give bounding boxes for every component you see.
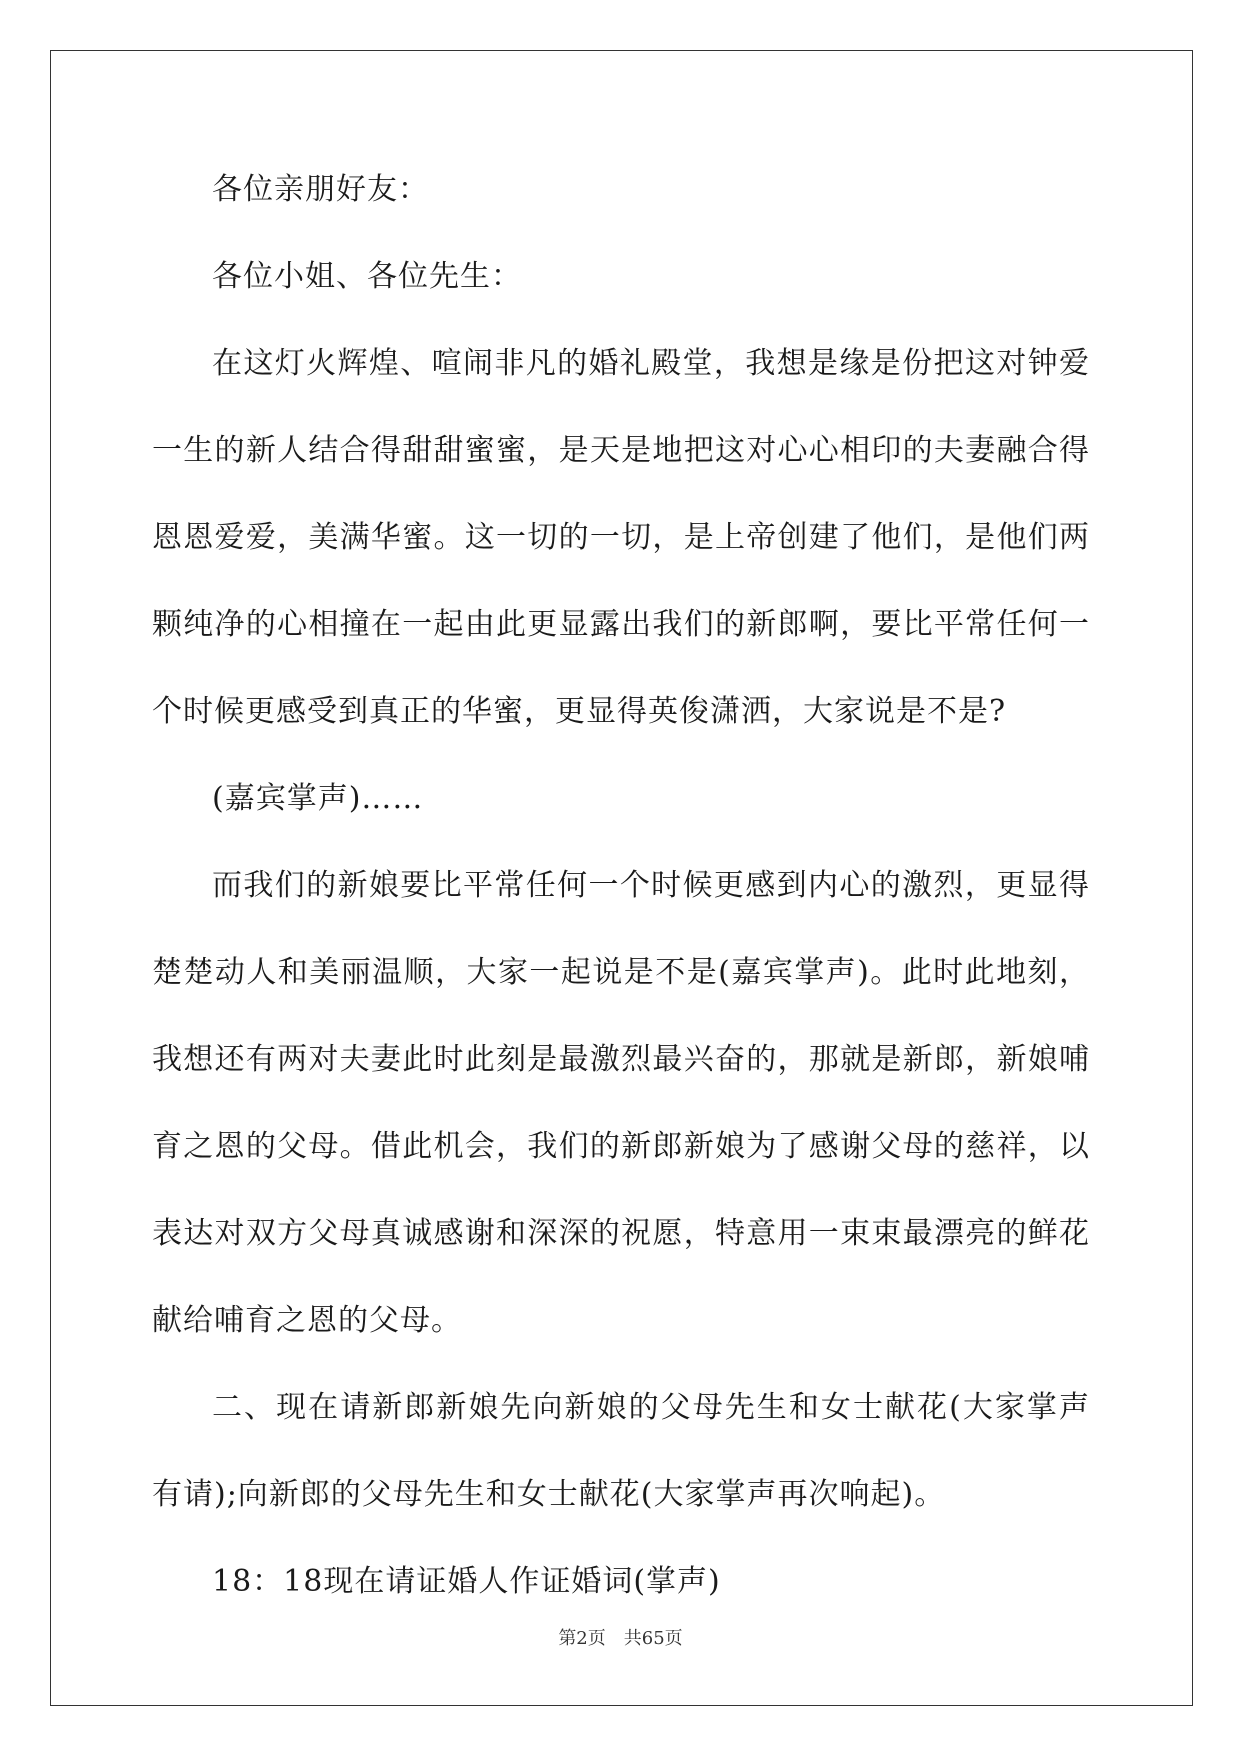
paragraph-officiant: 18：18现在请证婚人作证婚词(掌声) xyxy=(212,1564,721,1599)
salutation-line: 各位小姐、各位先生： xyxy=(212,259,522,294)
greeting-line: 各位亲朋好友： xyxy=(212,172,429,207)
paragraph-applause: (嘉宾掌声)…… xyxy=(212,781,424,816)
page-footer xyxy=(0,1624,1241,1650)
paragraph-bride: 而我们的新娘要比平常任何一个时候更感到内心的激烈，更显得楚楚动人和美丽温顺，大家一起说是不是(嘉宾掌声)。此时此地刻，我想还有两对夫妻此时此刻是最激烈最兴奋的，那就是新郎，新娘哺育之恩的父母。借此机会，我们的新郎新娘为了感谢父母的慈祥，以表达对双方父母真诚感谢和深深的祝愿，特意用一束束最漂亮的鲜花献给哺育之恩的父母。 xyxy=(152,868,1090,1338)
page-total: 共65页 xyxy=(623,1628,683,1649)
paragraph-flowers: 二、现在请新郎新娘先向新娘的父母先生和女士献花(大家掌声有请);向新郎的父母先生和女士献花(大家掌声再次响起)。 xyxy=(152,1390,1090,1512)
document-body xyxy=(152,160,1090,1625)
paragraph-opening: 在这灯火辉煌、喧闹非凡的婚礼殿堂，我想是缘是份把这对钟爱一生的新人结合得甜甜蜜蜜，是天是地把这对心心相印的夫妻融合得恩恩爱爱，美满华蜜。这一切的一切，是上帝创建了他们，是他们两颗纯净的心相撞在一起由此更显露出我们的新郎啊，要比平常任何一个时候更感受到真正的华蜜，更显得英俊潇洒，大家说是不是? xyxy=(152,346,1090,729)
page-number: 第2页 xyxy=(558,1628,606,1649)
